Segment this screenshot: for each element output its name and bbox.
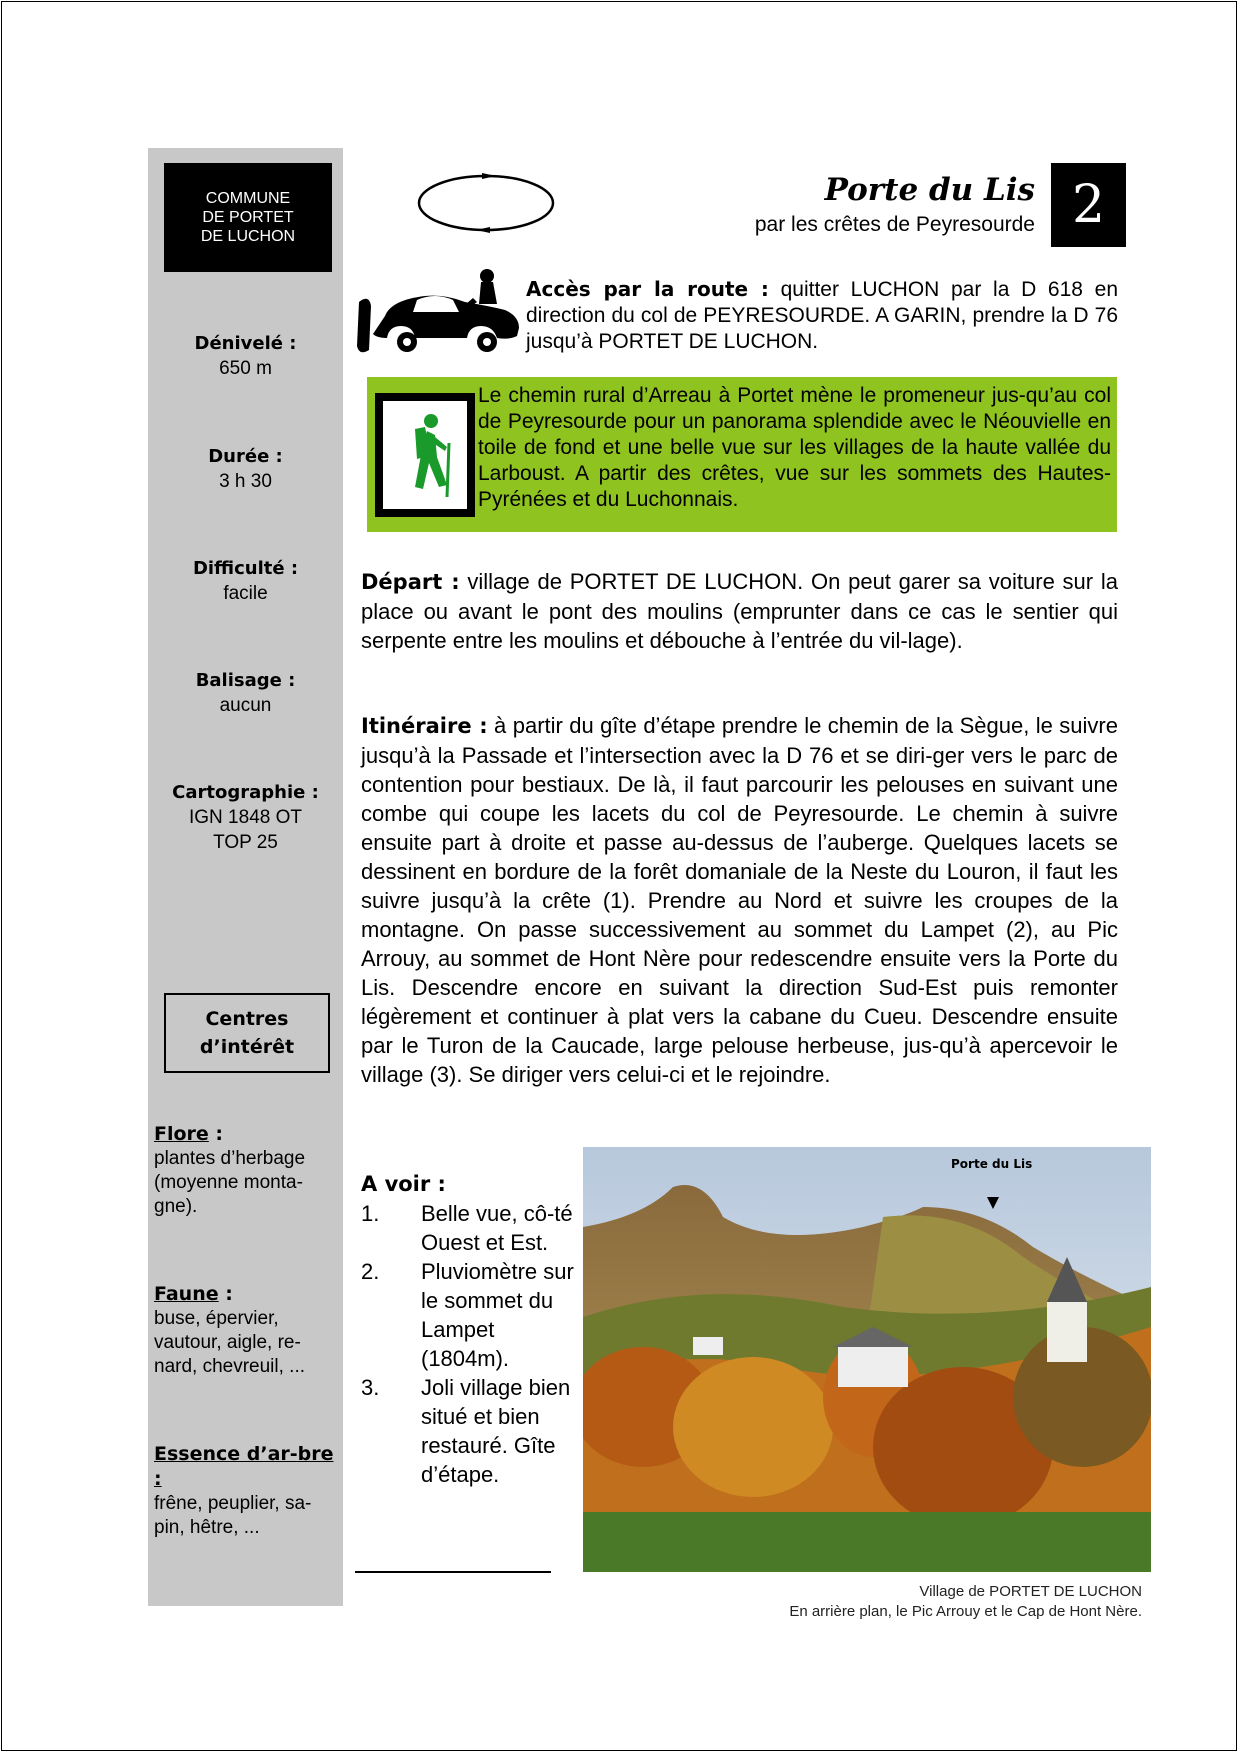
- depart-label: Départ :: [361, 570, 460, 594]
- flore-colon: :: [208, 1123, 224, 1145]
- itineraire-paragraph: [361, 711, 1118, 1089]
- faune-section: [154, 1282, 334, 1379]
- essence-label: Essence d’ar-bre: [154, 1443, 334, 1465]
- duree-block: [148, 444, 343, 494]
- a-voir-list: [361, 1199, 586, 1489]
- duree-label: Durée :: [208, 446, 283, 467]
- difficulte-label: Difficulté :: [192, 558, 299, 579]
- cartographie-label: Cartographie :: [172, 782, 319, 803]
- list-item: [361, 1199, 586, 1257]
- intro-text: Le chemin rural d’Arreau à Portet mène le promeneur jus-qu’au col de Peyresourde pour un panorama splendide avec le Néouvielle en toile de fond et une belle vue sur les villages de la haute vallée du Larboust. A partir des crêtes, vue sur les sommets des Hautes-Pyrénées et du Luchonnais.: [478, 384, 1111, 511]
- faune-text: buse, épervier, vautour, aigle, re-nard, chevreuil, ...: [154, 1308, 306, 1377]
- flore-text: plantes d’herbage (moyenne monta-gne).: [154, 1148, 306, 1217]
- depart-paragraph: [361, 567, 1118, 655]
- denivele-label: Dénivelé :: [194, 333, 297, 354]
- faune-label: Faune: [154, 1283, 219, 1305]
- centres-interet-box: [164, 993, 330, 1073]
- list-item: [361, 1257, 586, 1373]
- flore-label: Flore: [154, 1123, 209, 1145]
- village-photo: [583, 1147, 1151, 1572]
- loop-route-icon: [414, 170, 559, 236]
- denivele-block: [148, 331, 343, 381]
- a-voir-title: A voir :: [361, 1172, 446, 1196]
- cartographie-value-2: TOP 25: [213, 832, 278, 853]
- list-number: 3.: [361, 1375, 380, 1400]
- flore-section: [154, 1122, 334, 1219]
- a-voir-section: [361, 1170, 586, 1489]
- itineraire-text: à partir du gîte d’étape prendre le chemin de la Sègue, le suivre jusqu’à la Passade et l’intersection avec la D 76 et se diri-ger vers le parc de contention pour bestiaux. De là, il faut parcourir les pelouses en suivant une combe qui coupe les lacets du col de Peyresourde. Le chemin à suivre ensuite part à droite et passe au-dessus de l’auberge. Quelques lacets se dessinent en bordure de la forêt domaniale de la Neste du Louron, il faut les suivre jusqu’à la crête (1). Prendre au Nord et suivre les croupes de la montagne. On passe successivement au sommet du Lampet (2), au Pic Arrouy, au sommet de Hont Nère pour redescendre ensuite vers la Porte du Lis. Descendre encore en suivant la direction Sud-Est puis remonter légèrement et continuer à plat vers la cabane du Cueu. Descendre ensuite par le Turon de la Caucade, large pelouse herbeuse, jus-qu’à apercevoir le village (3). Se diriger vers celui-ci et le rejoindre.: [361, 713, 1118, 1087]
- car-icon: [355, 268, 523, 360]
- access-label: Accès par la route :: [526, 277, 769, 301]
- essence-text: frêne, peuplier, sa-pin, hêtre, ...: [154, 1493, 312, 1538]
- depart-text: village de PORTET DE LUCHON. On peut garer sa voiture sur la place ou avant le pont des moulins (emprunter dans ce cas le sentier qui serpente entre les moulins et débouche à l’entrée du vil-lage).: [361, 569, 1118, 653]
- commune-label: COMMUNE DE PORTET DE LUCHON: [200, 190, 296, 245]
- faune-colon: :: [218, 1283, 233, 1305]
- access-paragraph: [526, 276, 1118, 355]
- cartographie-block: [148, 780, 343, 855]
- cartographie-value-1: IGN 1848 OT: [189, 807, 302, 828]
- difficulte-value: facile: [223, 583, 268, 604]
- footnote-rule: [355, 1571, 551, 1573]
- route-number-badge: 2: [1051, 163, 1126, 247]
- denivele-value: 650 m: [219, 358, 272, 379]
- page-subtitle: par les crêtes de Peyresourde: [754, 213, 1035, 236]
- list-text: Joli village bien situé et bien restauré. Gîte d’étape.: [421, 1375, 571, 1487]
- balisage-block: [148, 668, 343, 718]
- list-text: Belle vue, cô-té Ouest et Est.: [421, 1201, 573, 1255]
- itineraire-label: Itinéraire :: [361, 714, 488, 738]
- intro-box: [367, 377, 1117, 532]
- difficulte-block: [148, 556, 343, 606]
- centres-interet-label: Centres d’intérêt: [199, 1008, 295, 1058]
- sidebar: [148, 148, 343, 1606]
- list-item: [361, 1373, 586, 1489]
- caption-line-2: En arrière plan, le Pic Arrouy et le Cap de Hont Nère.: [789, 1603, 1142, 1620]
- essence-section: [154, 1442, 334, 1540]
- access-text: quitter LUCHON par la D 618 en direction du col de PEYRESOURDE. A GARIN, prendre la D 76 jusqu’à PORTET DE LUCHON.: [526, 278, 1118, 353]
- list-number: 1.: [361, 1201, 380, 1226]
- list-number: 2.: [361, 1259, 380, 1284]
- essence-colon: :: [154, 1468, 162, 1490]
- commune-box: [164, 163, 332, 272]
- balisage-value: aucun: [219, 695, 272, 716]
- list-text: Pluviomètre sur le sommet du Lampet (1804m).: [421, 1259, 574, 1371]
- photo-caption: [789, 1582, 1142, 1622]
- duree-value: 3 h 30: [219, 471, 272, 492]
- hiker-icon: [375, 393, 475, 517]
- caption-line-1: Village de PORTET DE LUCHON: [919, 1583, 1142, 1600]
- porte-du-lis-label: Porte du Lis: [951, 1157, 1033, 1171]
- village-landscape-image: [583, 1147, 1151, 1572]
- page-title: Porte du Lis: [824, 172, 1035, 208]
- balisage-label: Balisage :: [195, 670, 296, 691]
